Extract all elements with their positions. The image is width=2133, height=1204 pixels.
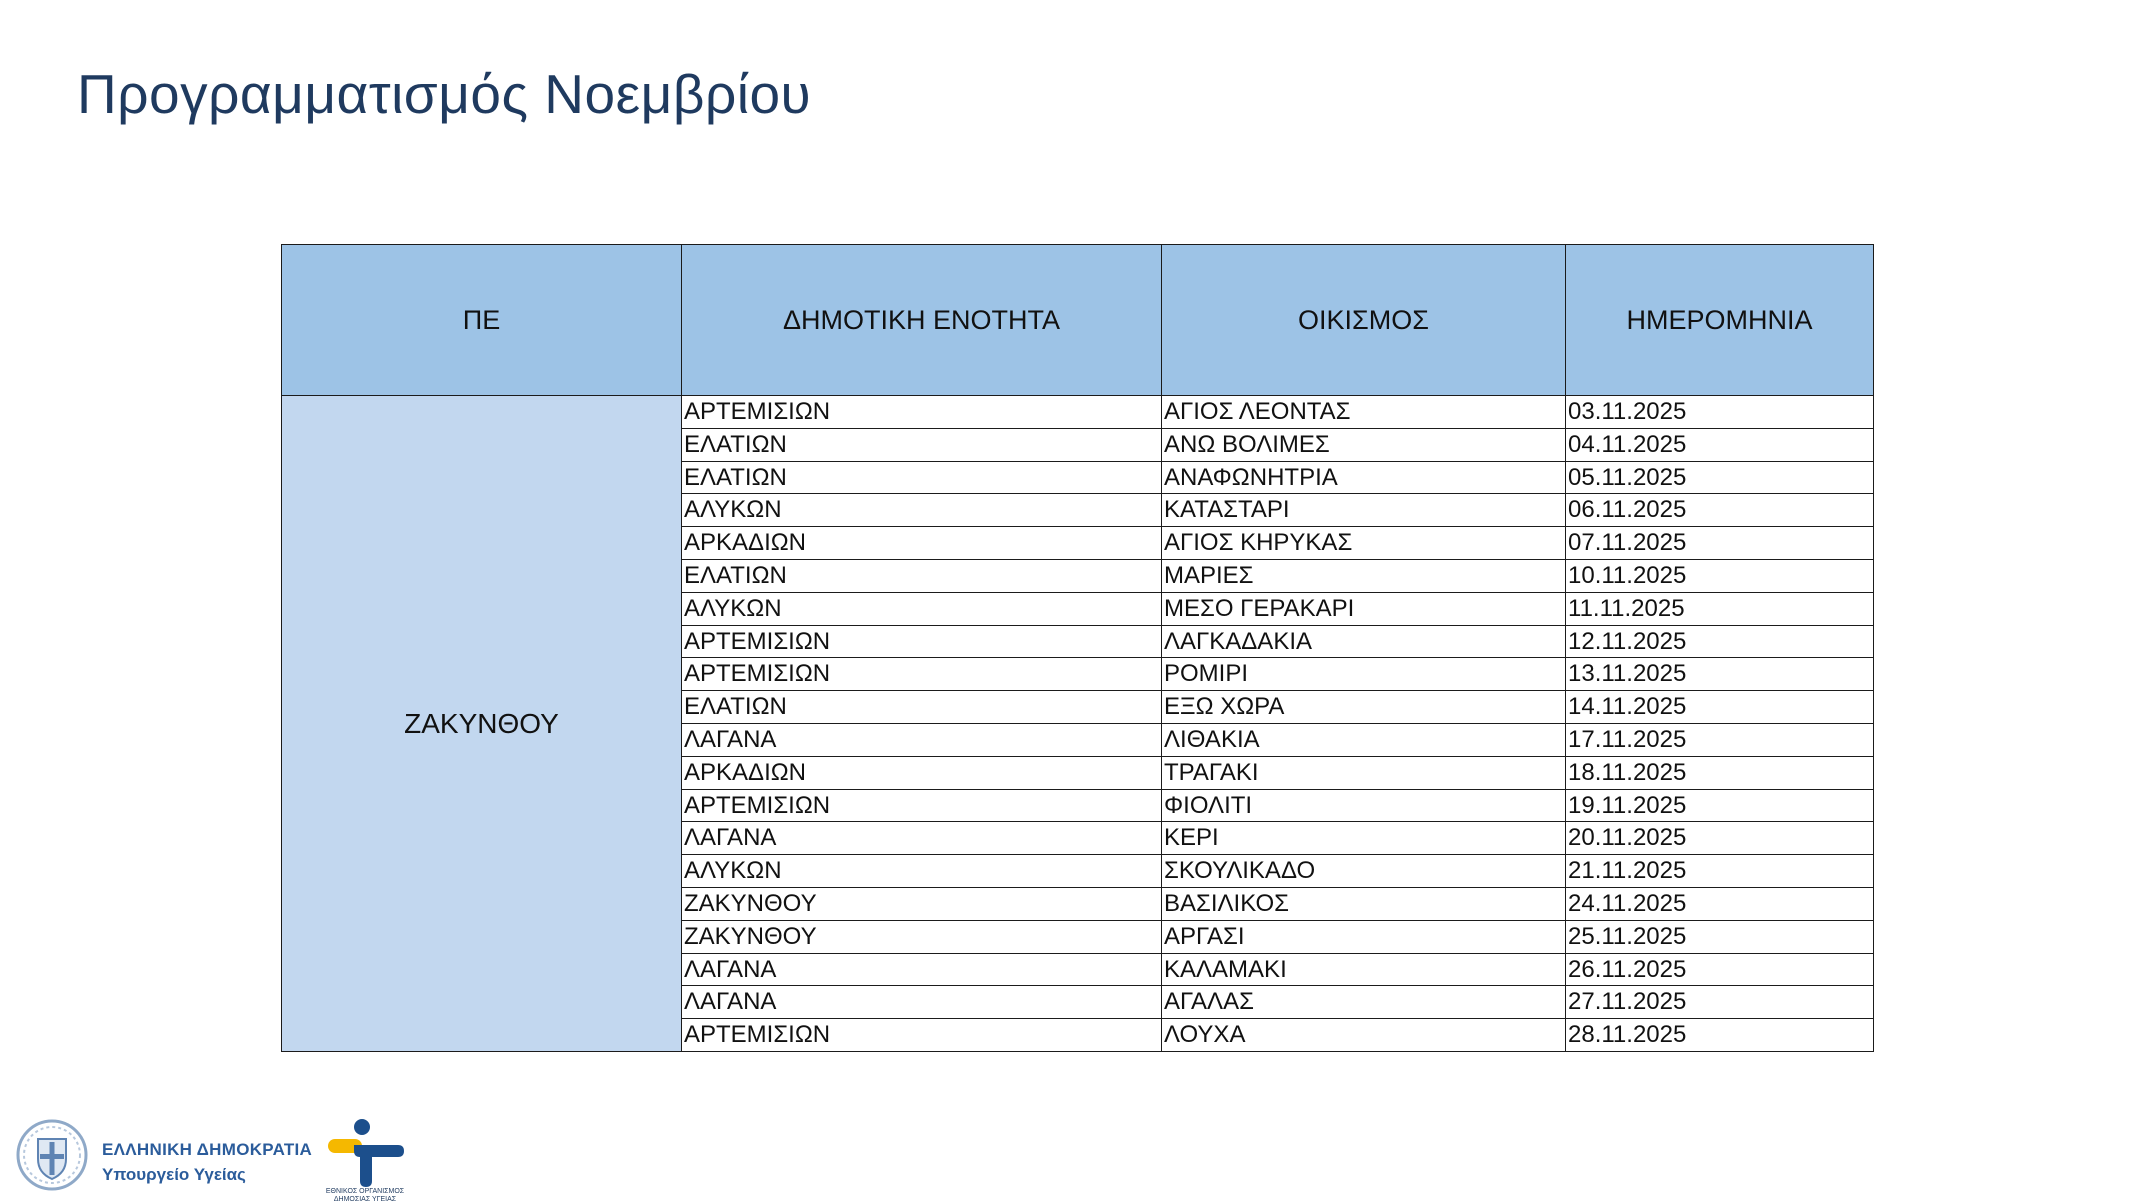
date-cell: 26.11.2025	[1566, 953, 1874, 986]
settlement-cell: ΑΝΑΦΩΝΗΤΡΙΑ	[1162, 461, 1566, 494]
settlement-cell: ΛΙΘΑΚΙΑ	[1162, 723, 1566, 756]
municipal-unit-cell: ΑΛΥΚΩΝ	[682, 855, 1162, 888]
settlement-cell: ΚΑΤΑΣΤΑΡΙ	[1162, 494, 1566, 527]
settlement-cell: ΚΑΛΑΜΑΚΙ	[1162, 953, 1566, 986]
municipal-unit-cell: ΑΡΤΕΜΙΣΙΩΝ	[682, 658, 1162, 691]
settlement-cell: ΜΑΡΙΕΣ	[1162, 559, 1566, 592]
municipal-unit-cell: ΛΑΓΑΝΑ	[682, 822, 1162, 855]
government-name: ΕΛΛΗΝΙΚΗ ΔΗΜΟΚΡΑΤΙΑ	[102, 1140, 313, 1159]
municipal-unit-cell: ΛΑΓΑΝΑ	[682, 953, 1162, 986]
header-date: ΗΜΕΡΟΜΗΝΙΑ	[1566, 245, 1874, 396]
date-cell: 11.11.2025	[1566, 592, 1874, 625]
settlement-cell: ΛΟΥΧΑ	[1162, 1019, 1566, 1052]
settlement-cell: ΑΝΩ ΒΟΛΙΜΕΣ	[1162, 428, 1566, 461]
settlement-cell: ΒΑΣΙΛΙΚΟΣ	[1162, 887, 1566, 920]
date-cell: 04.11.2025	[1566, 428, 1874, 461]
schedule-table	[281, 244, 1874, 1052]
settlement-cell: ΑΓΙΟΣ ΛΕΟΝΤΑΣ	[1162, 396, 1566, 429]
settlement-cell: ΑΓΑΛΑΣ	[1162, 986, 1566, 1019]
date-cell: 06.11.2025	[1566, 494, 1874, 527]
header-municipal-unit: ΔΗΜΟΤΙΚΗ ΕΝΟΤΗΤΑ	[682, 245, 1162, 396]
date-cell: 14.11.2025	[1566, 691, 1874, 724]
municipal-unit-cell: ΖΑΚΥΝΘΟΥ	[682, 887, 1162, 920]
municipal-unit-cell: ΑΛΥΚΩΝ	[682, 592, 1162, 625]
date-cell: 05.11.2025	[1566, 461, 1874, 494]
settlement-cell: ΜΕΣΟ ΓΕΡΑΚΑΡΙ	[1162, 592, 1566, 625]
settlement-cell: ΤΡΑΓΑΚΙ	[1162, 756, 1566, 789]
settlement-cell: ΡΟΜΙΡΙ	[1162, 658, 1566, 691]
municipal-unit-cell: ΑΡΤΕΜΙΣΙΩΝ	[682, 789, 1162, 822]
table-row	[282, 396, 1874, 429]
date-cell: 12.11.2025	[1566, 625, 1874, 658]
municipal-unit-cell: ΑΡΤΕΜΙΣΙΩΝ	[682, 1019, 1162, 1052]
date-cell: 13.11.2025	[1566, 658, 1874, 691]
municipal-unit-cell: ΕΛΑΤΙΩΝ	[682, 691, 1162, 724]
date-cell: 07.11.2025	[1566, 527, 1874, 560]
settlement-cell: ΕΞΩ ΧΩΡΑ	[1162, 691, 1566, 724]
pe-cell: ΖΑΚΥΝΘΟΥ	[282, 396, 682, 1052]
header-pe: ΠΕ	[282, 245, 682, 396]
ministry-name: Υπουργείο Υγείας	[102, 1165, 246, 1184]
municipal-unit-cell: ΛΑΓΑΝΑ	[682, 986, 1162, 1019]
date-cell: 17.11.2025	[1566, 723, 1874, 756]
municipal-unit-cell: ΑΡΤΕΜΙΣΙΩΝ	[682, 625, 1162, 658]
footer-logos	[14, 1115, 434, 1203]
greek-coat-of-arms-icon	[14, 1115, 90, 1195]
date-cell: 20.11.2025	[1566, 822, 1874, 855]
date-cell: 18.11.2025	[1566, 756, 1874, 789]
date-cell: 10.11.2025	[1566, 559, 1874, 592]
date-cell: 19.11.2025	[1566, 789, 1874, 822]
municipal-unit-cell: ΑΡΚΑΔΙΩΝ	[682, 527, 1162, 560]
date-cell: 03.11.2025	[1566, 396, 1874, 429]
municipal-unit-cell: ΛΑΓΑΝΑ	[682, 723, 1162, 756]
settlement-cell: ΑΡΓΑΣΙ	[1162, 920, 1566, 953]
date-cell: 21.11.2025	[1566, 855, 1874, 888]
municipal-unit-cell: ΑΡΤΕΜΙΣΙΩΝ	[682, 396, 1162, 429]
municipal-unit-cell: ΕΛΑΤΙΩΝ	[682, 428, 1162, 461]
page-title: Προγραμματισμός Νοεμβρίου	[77, 63, 812, 125]
table-header-row	[282, 245, 1874, 396]
municipal-unit-cell: ΕΛΑΤΙΩΝ	[682, 559, 1162, 592]
date-cell: 24.11.2025	[1566, 887, 1874, 920]
municipal-unit-cell: ΑΡΚΑΔΙΩΝ	[682, 756, 1162, 789]
date-cell: 27.11.2025	[1566, 986, 1874, 1019]
municipal-unit-cell: ΑΛΥΚΩΝ	[682, 494, 1162, 527]
settlement-cell: ΑΓΙΟΣ ΚΗΡΥΚΑΣ	[1162, 527, 1566, 560]
settlement-cell: ΦΙΟΛΙΤΙ	[1162, 789, 1566, 822]
settlement-cell: ΣΚΟΥΛΙΚΑΔΟ	[1162, 855, 1566, 888]
settlement-cell: ΛΑΓΚΑΔΑΚΙΑ	[1162, 625, 1566, 658]
table-body	[282, 396, 1874, 1052]
date-cell: 28.11.2025	[1566, 1019, 1874, 1052]
municipal-unit-cell: ΖΑΚΥΝΘΟΥ	[682, 920, 1162, 953]
header-settlement: ΟΙΚΙΣΜΟΣ	[1162, 245, 1566, 396]
date-cell: 25.11.2025	[1566, 920, 1874, 953]
eody-caption: ΕΘΝΙΚΟΣ ΟΡΓΑΝΙΣΜΟΣ ΔΗΜΟΣΙΑΣ ΥΓΕΙΑΣ	[325, 1188, 405, 1203]
settlement-cell: ΚΕΡΙ	[1162, 822, 1566, 855]
municipal-unit-cell: ΕΛΑΤΙΩΝ	[682, 461, 1162, 494]
